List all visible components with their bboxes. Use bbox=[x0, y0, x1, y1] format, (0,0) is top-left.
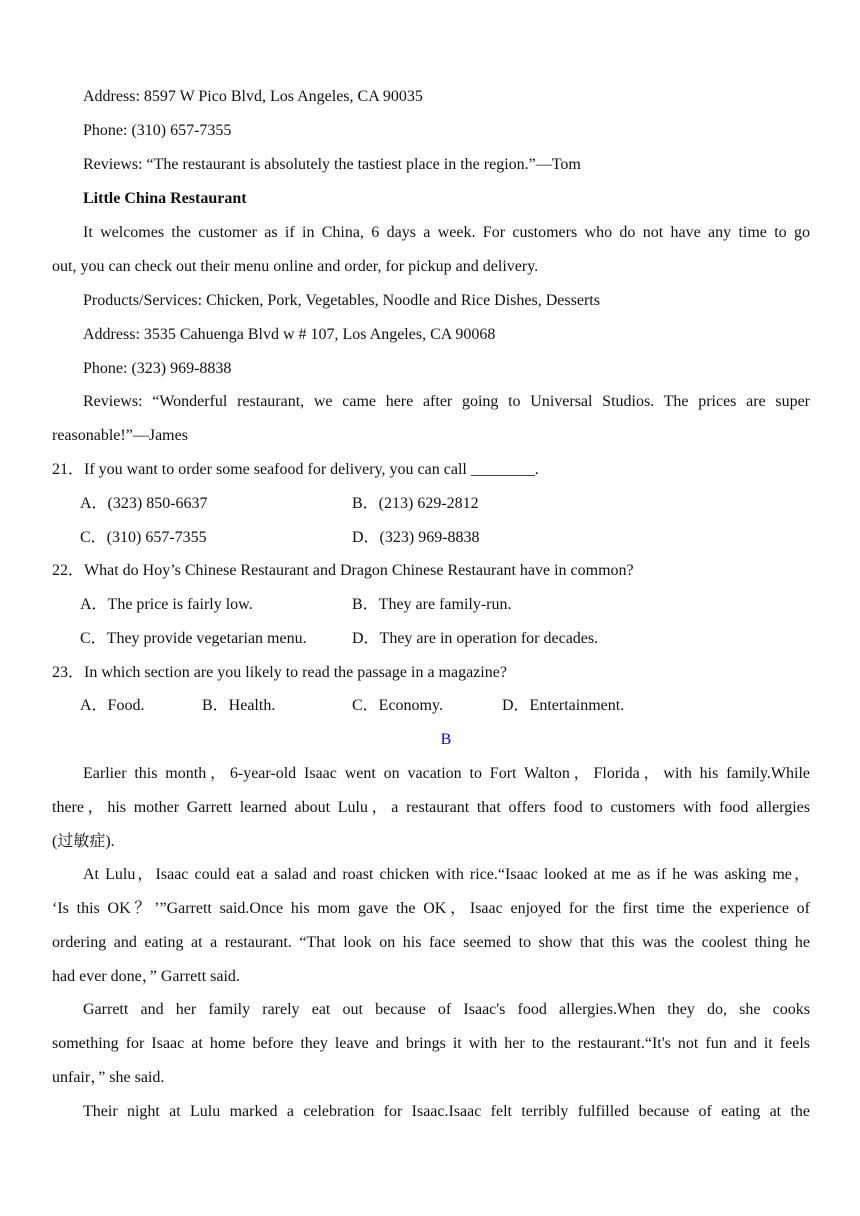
products-line: Products/Services: Chicken, Pork, Vegetables, Noodle and Rice Dishes, Desserts bbox=[83, 292, 600, 309]
paragraph-line: there，his mother Garrett learned about Lulu，a restaurant that offers food to customers with food allergies bbox=[52, 799, 811, 816]
option-d: D．Entertainment. bbox=[502, 697, 625, 714]
paragraph-line: unfair，” she said. bbox=[52, 1069, 165, 1086]
reviews-line: Reviews: “The restaurant is absolutely the tastiest place in the region.”—Tom bbox=[83, 156, 581, 173]
option-c: C．Economy. bbox=[352, 697, 443, 714]
option-c: C．They provide vegetarian menu. bbox=[80, 630, 307, 647]
option-b: B．They are family-run. bbox=[352, 596, 512, 613]
paragraph-line: ordering and eating at a restaurant. “That look on his face seemed to show that this was the coolest thing he bbox=[52, 934, 810, 951]
paragraph-line: Earlier this month，6-year-old Isaac went on vacation to Fort Walton，Florida，with his family.While bbox=[83, 765, 811, 782]
phone-line: Phone: (310) 657-7355 bbox=[83, 122, 232, 139]
option-a: A．The price is fairly low. bbox=[80, 596, 253, 613]
section-heading: B bbox=[440, 731, 452, 748]
question-stem: 22．What do Hoy’s Chinese Restaurant and Dragon Chinese Restaurant have in common? bbox=[52, 562, 634, 579]
option-b: B．Health. bbox=[202, 697, 276, 714]
option-d: D．They are in operation for decades. bbox=[352, 630, 599, 647]
paragraph-line: had ever done，” Garrett said. bbox=[52, 968, 240, 985]
paragraph-line: ‘Is this OK？’”Garrett said.Once his mom gave the OK，Isaac enjoyed for the first time the experience of bbox=[52, 900, 811, 917]
paragraph-line: It welcomes the customer as if in China, 6 days a week. For customers who do not have any time to go bbox=[83, 224, 810, 241]
phone-line: Phone: (323) 969-8838 bbox=[83, 360, 232, 377]
option-b: B．(213) 629-2812 bbox=[352, 495, 479, 512]
restaurant-name: Little China Restaurant bbox=[83, 190, 247, 207]
address-line: Address: 8597 W Pico Blvd, Los Angeles, CA 90035 bbox=[83, 88, 423, 105]
option-a: A．Food. bbox=[80, 697, 145, 714]
option-a: A．(323) 850-6637 bbox=[80, 495, 208, 512]
paragraph-line: Garrett and her family rarely eat out because of Isaac's food allergies.When they do, she cooks bbox=[83, 1001, 810, 1018]
option-d: D．(323) 969-8838 bbox=[352, 529, 480, 546]
reviews-line: Reviews: “Wonderful restaurant, we came here after going to Universal Studios. The prices are super bbox=[83, 393, 810, 410]
paragraph-line: Their night at Lulu marked a celebration for Isaac.Isaac felt terribly fulfilled because of eating at the bbox=[83, 1103, 810, 1120]
option-c: C．(310) 657-7355 bbox=[80, 529, 207, 546]
paragraph-line: something for Isaac at home before they leave and brings it with her to the restaurant.“It's not fun and it feels bbox=[52, 1035, 810, 1052]
reviews-line: reasonable!”—James bbox=[52, 427, 188, 444]
address-line: Address: 3535 Cahuenga Blvd w # 107, Los Angeles, CA 90068 bbox=[83, 326, 496, 343]
paragraph-line: out, you can check out their menu online and order, for pickup and delivery. bbox=[52, 258, 539, 275]
paragraph-line: (过敏症). bbox=[52, 833, 115, 850]
question-stem: 23．In which section are you likely to read the passage in a magazine? bbox=[52, 664, 507, 681]
paragraph-line: At Lulu，Isaac could eat a salad and roast chicken with rice.“Isaac looked at me as if he was asking me， bbox=[83, 866, 810, 883]
question-stem: 21．If you want to order some seafood for delivery, you can call ________. bbox=[52, 461, 539, 478]
